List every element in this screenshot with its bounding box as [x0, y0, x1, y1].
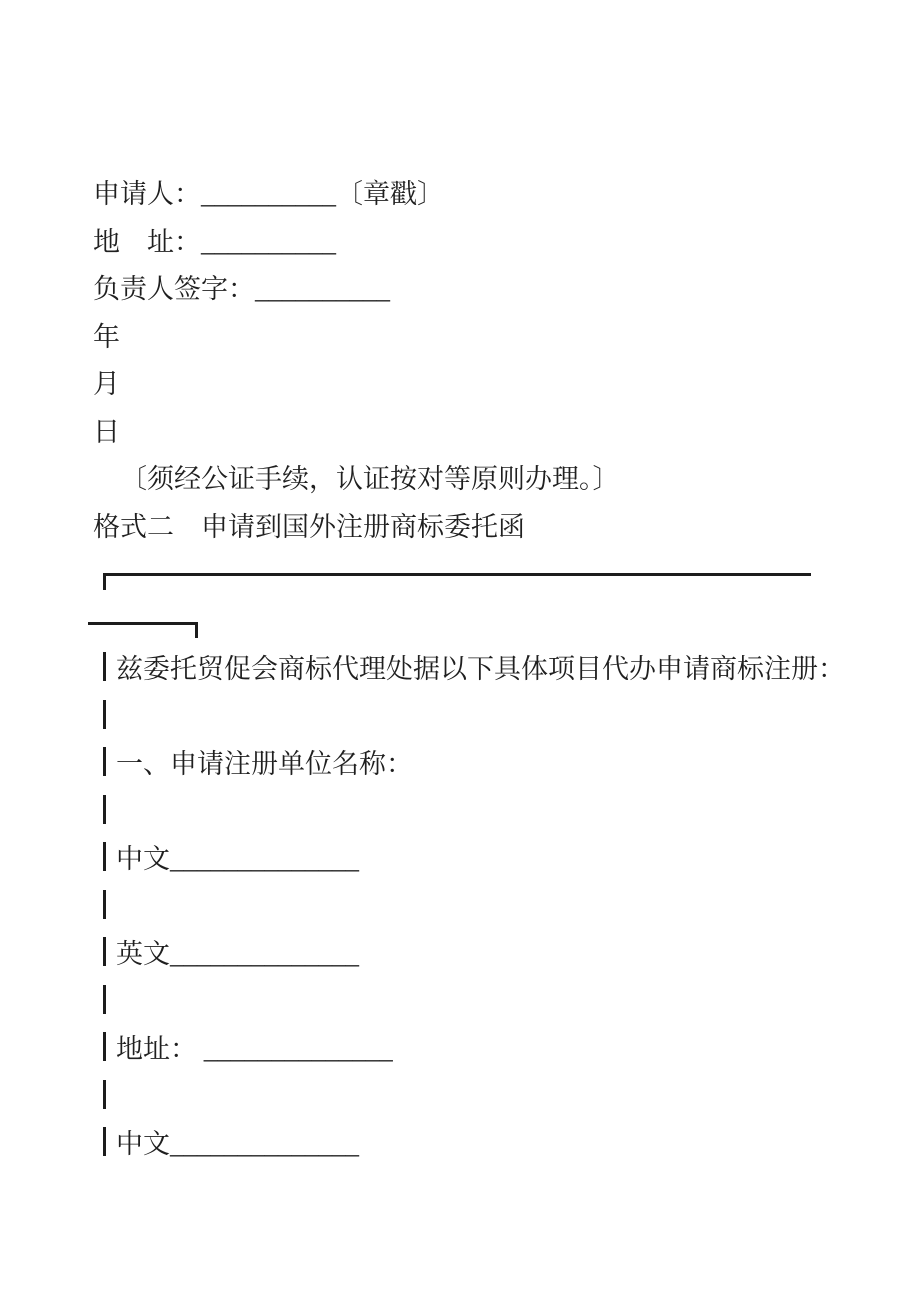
day-line: [93, 406, 880, 454]
notarization-note-line: [93, 453, 880, 501]
line-text: 一、申请注册单位名称：: [116, 749, 413, 780]
box-left-border-segment: [103, 842, 106, 871]
box-left-border-segment: [103, 700, 106, 729]
box-left-border-segment: [103, 937, 106, 966]
box-partial-border-corner: [195, 622, 198, 638]
line-text: 地址： ______________: [116, 1034, 393, 1065]
line-text: 英文______________: [116, 939, 359, 970]
box-left-border-segment: [103, 1032, 106, 1061]
box-left-border-segment: [103, 1080, 106, 1109]
line-text: 中文______________: [116, 1129, 359, 1160]
box-top-border: [103, 573, 811, 576]
box-left-border-segment: [103, 747, 106, 776]
box-left-border-segment: [103, 985, 106, 1014]
spacer-line: [103, 976, 880, 1024]
delegation-intro-line: [103, 643, 880, 691]
line-text: 申请人：__________〔章戳〕: [93, 179, 444, 210]
box-left-border-segment: [103, 1127, 106, 1156]
line-text: 年: [93, 321, 120, 352]
delegation-box-section: [103, 643, 880, 1166]
letter-closing-section: [93, 168, 880, 548]
line-text: 月: [93, 369, 120, 400]
line-text: 〔须经公证手续，认证按对等原则办理。〕: [120, 464, 620, 495]
line-text: 日: [93, 416, 120, 447]
month-line: [93, 358, 880, 406]
signature-line: [93, 263, 880, 311]
box-top-left-corner: [103, 573, 106, 590]
form-title-line: [93, 501, 880, 549]
line-text: 格式二 申请到国外注册商标委托函: [93, 511, 525, 542]
item-one-heading-line: [103, 738, 880, 786]
applicant-seal-line: [93, 168, 880, 216]
spacer-line: [103, 691, 880, 739]
address-line: [93, 216, 880, 264]
box-partial-border: [88, 622, 198, 625]
line-text: 中文______________: [116, 844, 359, 875]
chinese-name-blank-line: [103, 833, 880, 881]
line-text: 地 址：__________: [93, 226, 336, 257]
box-left-border-segment: [103, 890, 106, 919]
chinese-address-blank-line: [103, 1118, 880, 1166]
line-text: 负责人签字：__________: [93, 274, 390, 305]
line-text: 兹委托贸促会商标代理处据以下具体项目代办申请商标注册：: [116, 654, 845, 685]
box-left-border-segment: [103, 795, 106, 824]
address-blank-line: [103, 1023, 880, 1071]
spacer-line: [103, 786, 880, 834]
english-name-blank-line: [103, 928, 880, 976]
spacer-line: [103, 1071, 880, 1119]
year-line: [93, 311, 880, 359]
spacer-line: [103, 881, 880, 929]
box-left-border-segment: [103, 652, 106, 681]
